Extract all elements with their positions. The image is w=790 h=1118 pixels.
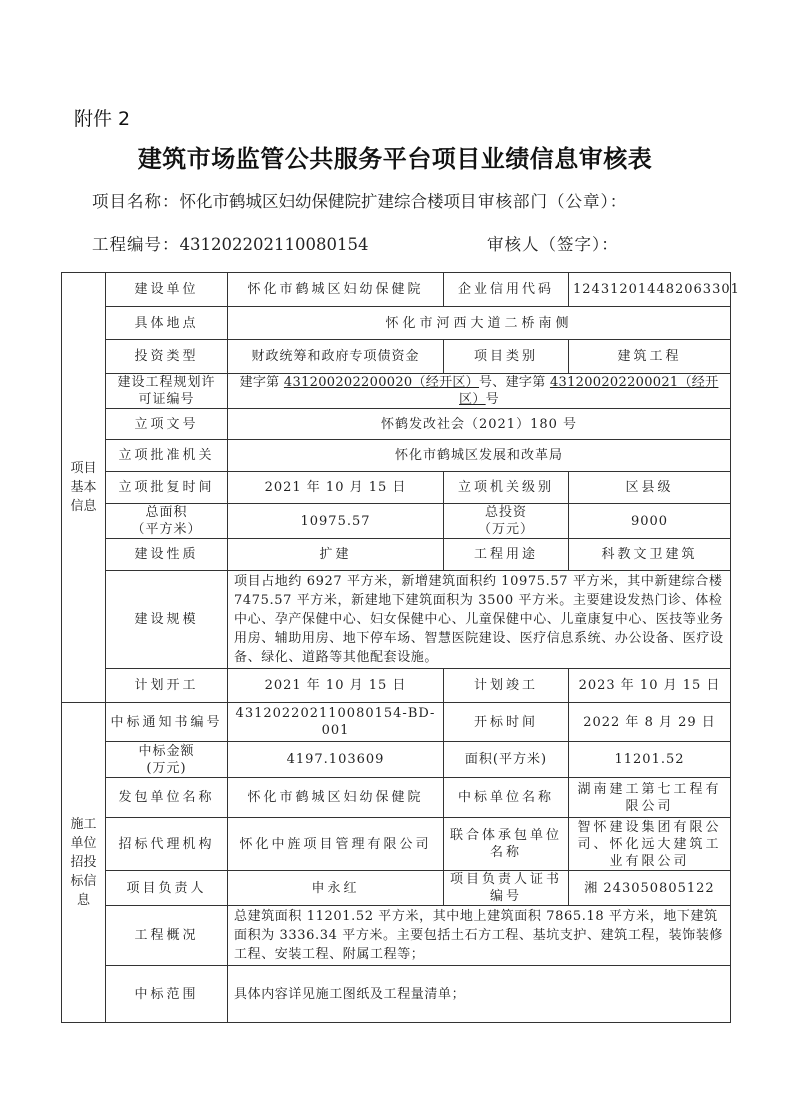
project-code-label: 工程编号： (92, 235, 180, 254)
table-row (62, 966, 731, 1023)
total-area-label (106, 504, 228, 539)
winner-value: 湖南建工第七工程有限公司 (569, 778, 731, 818)
total-invest-label-2: （万元） (477, 522, 534, 537)
attachment-label: 附件 2 (74, 108, 131, 130)
location-label: 具体地点 (106, 307, 228, 340)
section-bid-label (62, 703, 106, 1023)
notice-no-value: 431202202110080154-BD-001 (228, 703, 444, 742)
table-row (62, 669, 731, 703)
table-row (62, 472, 731, 504)
approval-doc-value: 怀鹤发改社会（2021）180 号 (228, 409, 731, 440)
project-category-label: 项目类别 (444, 340, 569, 374)
scale-value: 项目占地约 6927 平方米，新增建筑面积约 10975.57 平方米，其中新建综合楼 7475.57 平方米，新建地下建筑面积为 3500 平方米。主要建设发热门诊、体检中心、孕产保健中心、妇女保健中心、儿童保健中心、儿童康复中心、医技等业务用房、辅助用房、地下停车场、智慧医院建设、医疗信息系统、办公设备、医疗设备、绿化、道路等其他配套设施。 (228, 571, 731, 669)
section-basic-label (62, 273, 106, 703)
approval-level-value: 区县级 (569, 472, 731, 504)
approval-date-value: 2021 年 10 月 15 日 (228, 472, 444, 504)
table-row (62, 374, 731, 409)
section-bid-label-text: 施工单位招投标信息 (70, 817, 97, 908)
table-row (62, 742, 731, 778)
plan-end-value: 2023 年 10 月 15 日 (569, 669, 731, 703)
plan-start-value: 2021 年 10 月 15 日 (228, 669, 444, 703)
project-name-value: 怀化市鹤城区妇幼保健院扩建综合楼项目 (179, 192, 477, 211)
approval-org-value: 怀化市鹤城区发展和改革局 (228, 440, 731, 472)
consortium-value: 智怀建设集团有限公司、怀化远大建筑工业有限公司 (569, 818, 731, 871)
table-row (62, 504, 731, 539)
table-row (62, 440, 731, 472)
permit-mid: 号、建字第 (479, 375, 550, 390)
manager-cert-label: 项目负责人证书编号 (444, 871, 569, 906)
permit-value (228, 374, 731, 409)
table-row (62, 703, 731, 742)
overview-value: 总建筑面积 11201.52 平方米，其中地上建筑面积 7865.18 平方米，地下建筑面积为 3336.34 平方米。主要包括土石方工程、基坑支护、建筑工程，装饰装修工程、安装工程、附属工程等； (228, 906, 731, 966)
plan-end-label: 计划竣工 (444, 669, 569, 703)
table-row (62, 539, 731, 571)
project-code-value: 431202202110080154 (179, 235, 369, 254)
permit-number-1: 431200202200020（经开区） (283, 375, 479, 390)
permit-label-text: 建设工程规划许可证编号 (117, 375, 216, 407)
total-area-label-2: （平方米） (131, 522, 202, 537)
scope-label: 中标范围 (106, 966, 228, 1023)
manager-label: 项目负责人 (106, 871, 228, 906)
credit-code-value: 124312014482063301 (569, 273, 731, 307)
credit-code-label: 企业信用代码 (444, 273, 569, 307)
agency-value: 怀化中旌项目管理有限公司 (228, 818, 444, 871)
table-row (62, 307, 731, 340)
scope-value: 具体内容详见施工图纸及工程量清单； (228, 966, 731, 1023)
approval-doc-label: 立项文号 (106, 409, 228, 440)
review-dept-label: 审核部门（公章）： (478, 192, 628, 211)
project-category-value: 建筑工程 (569, 340, 731, 374)
overview-label: 工程概况 (106, 906, 228, 966)
table-row (62, 778, 731, 818)
table-row (62, 818, 731, 871)
section-basic-label-text: 项目基本信息 (70, 461, 97, 514)
table-row (62, 273, 731, 307)
table-row (62, 871, 731, 906)
manager-cert-value: 湘 243050805122 (569, 871, 731, 906)
total-invest-label (444, 504, 569, 539)
bid-amount-label (106, 742, 228, 778)
invest-type-value: 财政统筹和政府专项债资金 (228, 340, 444, 374)
table-row (62, 409, 731, 440)
usage-label: 工程用途 (444, 539, 569, 571)
page-title: 建筑市场监管公共服务平台项目业绩信息审核表 (137, 144, 653, 173)
manager-value: 申永红 (228, 871, 444, 906)
consortium-label: 联合体承包单位名称 (444, 818, 569, 871)
project-name-label: 项目名称： (92, 192, 180, 211)
open-date-label: 开标时间 (444, 703, 569, 742)
employer-label: 发包单位名称 (106, 778, 228, 818)
location-value: 怀化市河西大道二桥南侧 (228, 307, 731, 340)
total-invest-value: 9000 (569, 504, 731, 539)
employer-value: 怀化市鹤城区妇幼保健院 (228, 778, 444, 818)
permit-suffix: 号 (485, 392, 499, 407)
usage-value: 科教文卫建筑 (569, 539, 731, 571)
project-name-line (92, 188, 477, 212)
permit-prefix-1: 建字第 (239, 375, 284, 390)
permit-number-2: 431200202200021（经开区） (459, 375, 719, 407)
scale-label: 建设规模 (106, 571, 228, 669)
project-code-line (92, 231, 368, 255)
notice-no-label: 中标通知书编号 (106, 703, 228, 742)
agency-label: 招标代理机构 (106, 818, 228, 871)
builder-label: 建设单位 (106, 273, 228, 307)
bid-amount-label-2: (万元) (146, 760, 187, 776)
open-date-value: 2022 年 8 月 29 日 (569, 703, 731, 742)
approval-date-label: 立项批复时间 (106, 472, 228, 504)
approval-level-label: 立项机关级别 (444, 472, 569, 504)
builder-value: 怀化市鹤城区妇幼保健院 (228, 273, 444, 307)
plan-start-label: 计划开工 (106, 669, 228, 703)
area-value: 11201.52 (569, 742, 731, 778)
nature-value: 扩建 (228, 539, 444, 571)
invest-type-label: 投资类型 (106, 340, 228, 374)
approval-org-label: 立项批准机关 (106, 440, 228, 472)
table-row (62, 340, 731, 374)
total-area-label-1: 总面积 (145, 505, 188, 520)
total-area-value: 10975.57 (228, 504, 444, 539)
nature-label: 建设性质 (106, 539, 228, 571)
table-row (62, 571, 731, 669)
total-invest-label-1: 总投资 (484, 505, 527, 520)
review-table (61, 272, 740, 1023)
winner-label: 中标单位名称 (444, 778, 569, 818)
reviewer-label: 审核人（签字）： (487, 235, 619, 254)
bid-amount-label-1: 中标金额 (138, 743, 195, 759)
area-label: 面积(平方米) (444, 742, 569, 778)
bid-amount-value: 4197.103609 (228, 742, 444, 778)
table-row (62, 906, 731, 966)
permit-label (106, 374, 228, 409)
